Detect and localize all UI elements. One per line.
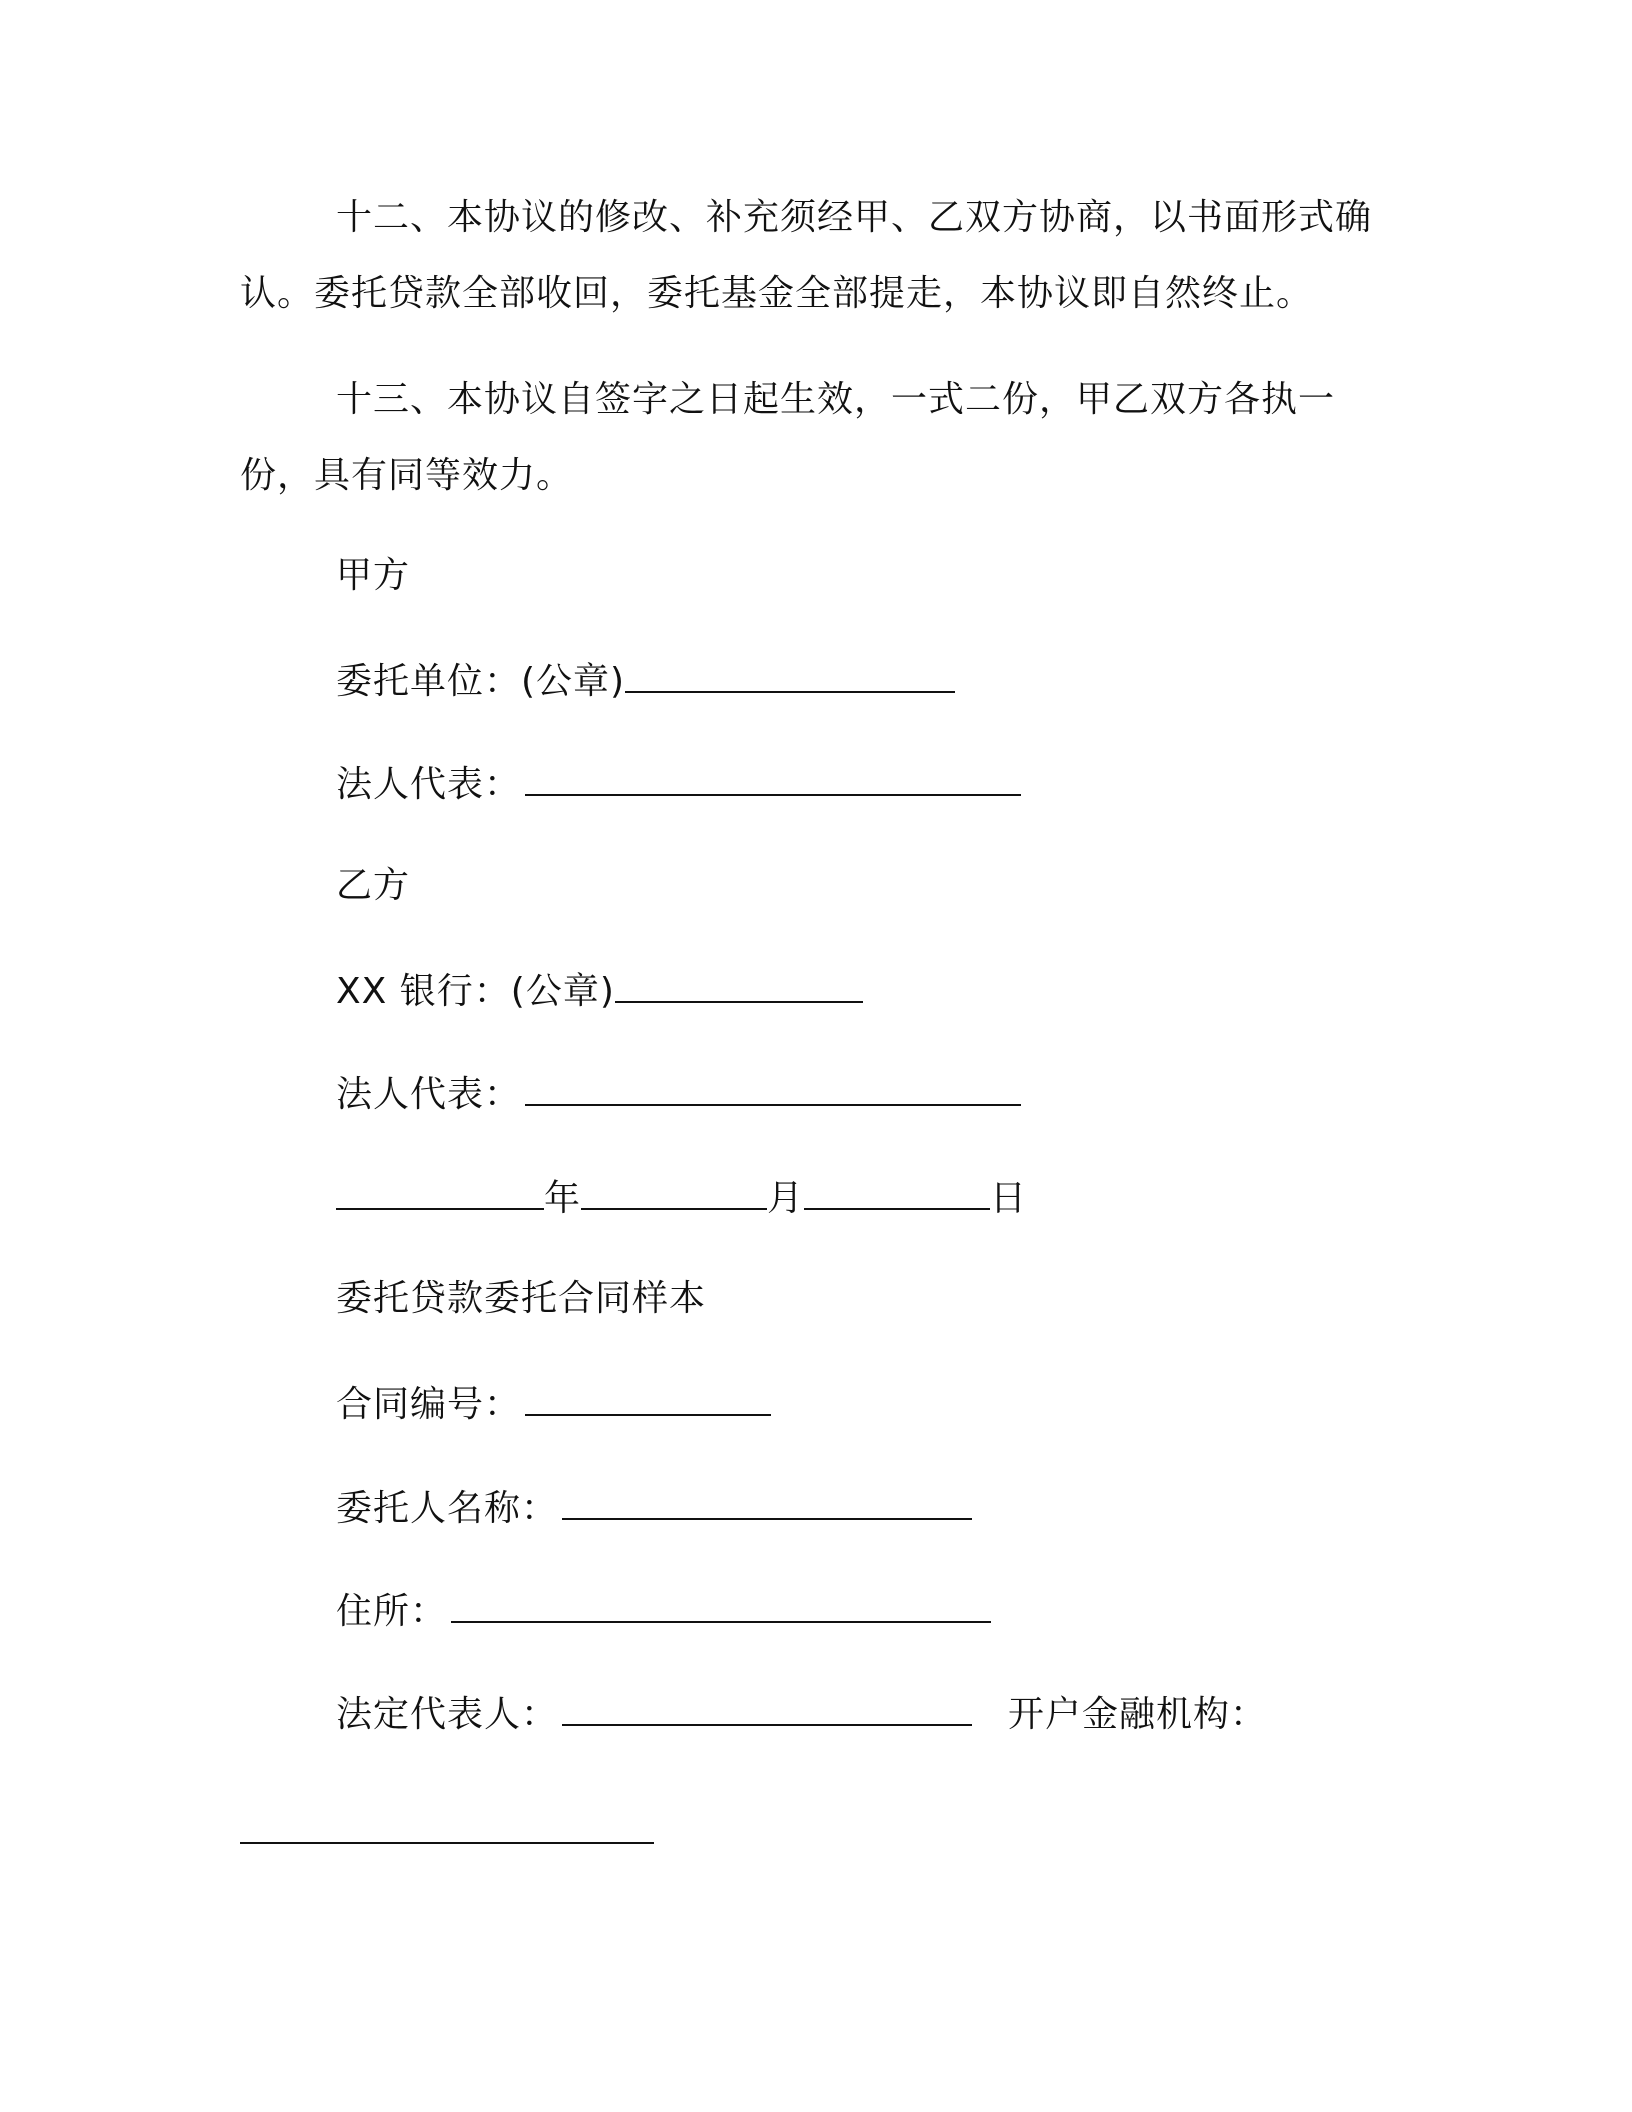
year-blank[interactable] [336, 1172, 544, 1210]
day-label: 日 [990, 1178, 1028, 1219]
party-b-bank-blank[interactable] [615, 965, 863, 1003]
party-b-rep-row [336, 1068, 1021, 1119]
address-row [336, 1585, 991, 1636]
principal-name-blank[interactable] [562, 1482, 972, 1520]
principal-name-row [336, 1482, 972, 1533]
contract-no-row [336, 1378, 771, 1429]
clause-12: 十二、本协议的修改、补充须经甲、乙双方协商，以书面形式确认。委托贷款全部收回，委托基金全部提走，本协议即自然终止。 [240, 197, 1373, 314]
bank-account-label: 开户金融机构： [1008, 1694, 1268, 1735]
party-a-rep-row [336, 758, 1021, 809]
party-a-unit-blank[interactable] [625, 655, 955, 693]
party-a-rep-blank[interactable] [525, 758, 1021, 796]
clause-13: 十三、本协议自签字之日起生效，一式二份，甲乙双方各执一份，具有同等效力。 [240, 379, 1336, 496]
party-b-bank-label: XX 银行：(公章) [336, 971, 615, 1012]
contract-no-label: 合同编号： [336, 1384, 522, 1425]
contract-no-blank[interactable] [525, 1378, 771, 1416]
date-row [336, 1172, 1027, 1223]
legal-rep-label: 法定代表人： [336, 1694, 559, 1735]
month-label: 月 [767, 1178, 805, 1219]
bank-account-row [240, 1806, 654, 1857]
legal-rep-blank[interactable] [562, 1688, 972, 1726]
day-blank[interactable] [804, 1172, 990, 1210]
principal-name-label: 委托人名称： [336, 1488, 559, 1529]
party-a-heading: 甲方 [336, 555, 411, 596]
sample-title: 委托贷款委托合同样本 [336, 1278, 707, 1319]
legal-rep-row [336, 1688, 1267, 1739]
party-b-rep-label: 法人代表： [336, 1074, 522, 1115]
bank-account-blank[interactable] [240, 1806, 654, 1844]
party-a-rep-label: 法人代表： [336, 764, 522, 805]
year-label: 年 [544, 1178, 582, 1219]
address-label: 住所： [336, 1591, 448, 1632]
month-blank[interactable] [581, 1172, 767, 1210]
party-b-heading: 乙方 [336, 865, 411, 906]
address-blank[interactable] [451, 1585, 991, 1623]
party-a-unit-row [336, 655, 955, 706]
party-a-unit-label: 委托单位：(公章) [336, 661, 626, 702]
party-b-rep-blank[interactable] [525, 1068, 1021, 1106]
party-b-bank-row [336, 965, 863, 1016]
